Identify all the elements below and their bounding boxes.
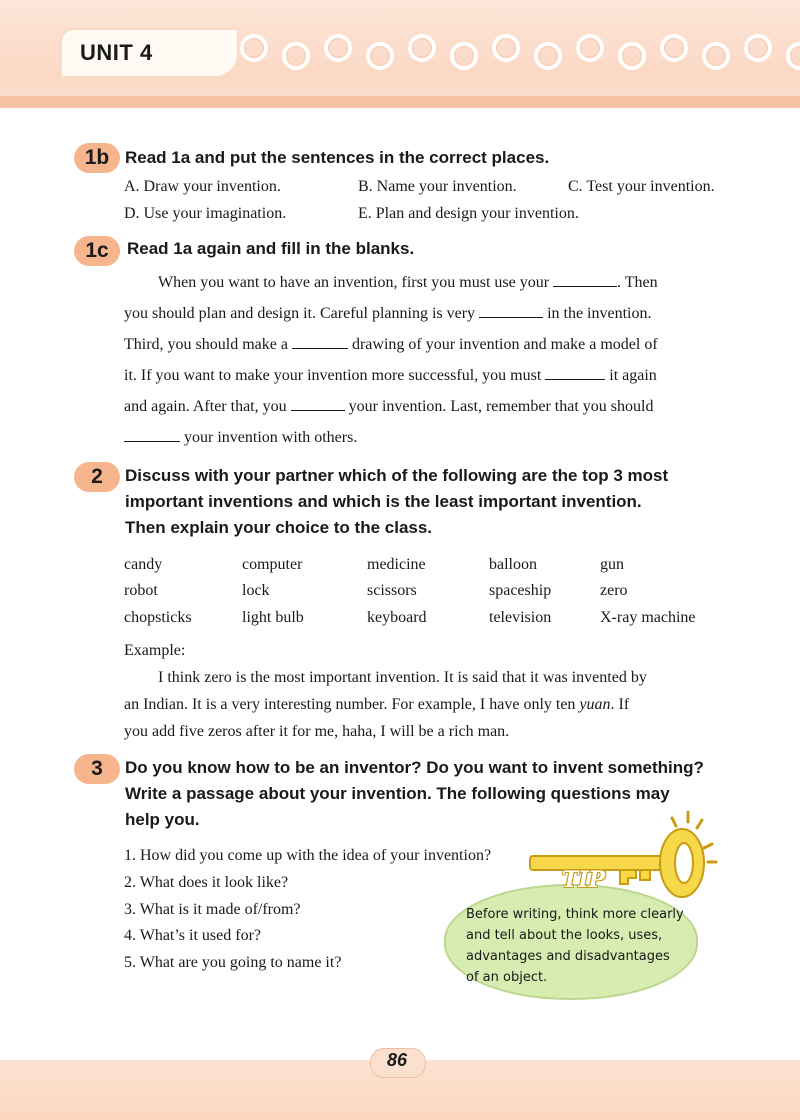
fill-line-4-text-b: it again: [605, 367, 657, 384]
example-yuan: yuan: [579, 696, 611, 713]
option-e: E. Plan and design your invention.: [358, 205, 579, 222]
blank-1[interactable]: [553, 272, 617, 287]
word-robot: robot: [124, 582, 158, 599]
fill-line-1-text-b: . Then: [617, 274, 658, 291]
fill-line-5-text-b: your invention. Last, remember that you should: [344, 398, 654, 415]
page-number: 86: [386, 1050, 408, 1070]
word-candy: candy: [124, 556, 163, 573]
decorative-ring: [576, 34, 604, 62]
task-badge-3: 3: [74, 754, 120, 784]
blank-3[interactable]: [292, 334, 348, 349]
word-computer: computer: [242, 556, 303, 573]
fill-line-2-text-b: in the invention.: [543, 305, 652, 322]
decorative-ring: [660, 34, 688, 62]
tip-label: TIP: [562, 867, 606, 893]
word-zero: zero: [600, 582, 628, 599]
decorative-ring: [450, 42, 478, 70]
word-medicine: medicine: [367, 556, 426, 573]
instruction-3-line-3: help you.: [125, 810, 200, 829]
decorative-ring: [786, 42, 800, 70]
blank-2[interactable]: [479, 303, 543, 318]
tip-line-2: and tell about the looks, uses,: [466, 928, 663, 943]
instruction-2-line-1: Discuss with your partner which of the following are the top 3 most: [125, 466, 669, 485]
instruction-1b: Read 1a and put the sentences in the correct places.: [125, 148, 550, 167]
word-balloon: balloon: [489, 556, 537, 573]
fill-line-1: [158, 272, 750, 292]
word-x-ray-machine: X-ray machine: [600, 609, 696, 626]
blank-4[interactable]: [545, 365, 605, 380]
instruction-3-line-1: Do you know how to be an inventor? Do you want to invent something?: [125, 758, 704, 777]
fill-line-3-text-a: Third, you should make a: [124, 336, 292, 353]
question-2: 2. What does it look like?: [124, 874, 289, 891]
example-line-2-end: . If: [610, 696, 630, 713]
fill-line-5-text-a: and again. After that, you: [124, 398, 291, 415]
fill-line-1-text-a: When you want to have an invention, first you must use your: [158, 274, 554, 291]
decorative-ring: [744, 34, 772, 62]
word-light-bulb: light bulb: [242, 609, 304, 626]
option-a: A. Draw your invention.: [124, 178, 281, 195]
instruction-2-line-2: important inventions and which is the least important invention.: [125, 492, 642, 511]
option-b: B. Name your invention.: [358, 178, 517, 195]
decorative-ring: [702, 42, 730, 70]
example-line-1: I think zero is the most important invention. It is said that it was invented by: [158, 669, 647, 686]
tip-line-1: Before writing, think more clearly: [466, 907, 684, 922]
task-badge-1b: 1b: [74, 143, 120, 173]
decorative-ring: [534, 42, 562, 70]
fill-line-6-text-b: your invention with others.: [180, 429, 358, 446]
fill-line-5: [124, 396, 716, 416]
option-c: C. Test your invention.: [568, 178, 715, 195]
decorative-ring: [492, 34, 520, 62]
decorative-ring: [324, 34, 352, 62]
decorative-ring: [366, 42, 394, 70]
instruction-1c: Read 1a again and fill in the blanks.: [127, 239, 415, 258]
word-gun: gun: [600, 556, 624, 573]
example-label: Example:: [124, 642, 186, 659]
fill-line-3: [124, 334, 716, 354]
unit-title: UNIT 4: [80, 40, 153, 65]
word-spaceship: spaceship: [489, 582, 552, 599]
question-3: 3. What is it made of/from?: [124, 901, 301, 918]
question-4: 4. What’s it used for?: [124, 927, 262, 944]
example-line-2-text: an Indian. It is a very interesting number. For example, I have only ten: [124, 696, 580, 713]
tip-line-4: of an object.: [466, 970, 548, 985]
decorative-rings: [240, 34, 800, 78]
decorative-ring: [618, 42, 646, 70]
fill-line-2-text-a: you should plan and design it. Careful planning is very: [124, 305, 480, 322]
decorative-ring: [408, 34, 436, 62]
option-d: D. Use your imagination.: [124, 205, 287, 222]
header-stripe: [0, 96, 800, 108]
blank-5[interactable]: [291, 396, 345, 411]
word-scissors: scissors: [367, 582, 417, 599]
question-1: 1. How did you come up with the idea of your invention?: [124, 847, 492, 864]
example-line-3: you add five zeros after it for me, haha, I will be a rich man.: [124, 723, 510, 740]
fill-line-4: [124, 365, 716, 385]
word-television: television: [489, 609, 552, 626]
word-chopsticks: chopsticks: [124, 609, 192, 626]
example-line-2: [124, 695, 629, 715]
decorative-ring: [282, 42, 310, 70]
instruction-3-line-2: Write a passage about your invention. The following questions may: [125, 784, 670, 803]
fill-line-3-text-b: drawing of your invention and make a model of: [347, 336, 658, 353]
word-keyboard: keyboard: [367, 609, 427, 626]
word-lock: lock: [242, 582, 270, 599]
fill-line-4-text-a: it. If you want to make your invention more successful, you must: [124, 367, 546, 384]
blank-6[interactable]: [124, 427, 180, 442]
fill-line-6: [124, 427, 716, 447]
decorative-ring: [240, 34, 268, 62]
task-badge-2: 2: [74, 462, 120, 492]
tip-line-3: advantages and disadvantages: [466, 949, 670, 964]
fill-line-2: [124, 303, 716, 323]
question-5: 5. What are you going to name it?: [124, 954, 342, 971]
task-badge-1c: 1c: [74, 236, 120, 266]
instruction-2-line-3: Then explain your choice to the class.: [125, 518, 433, 537]
